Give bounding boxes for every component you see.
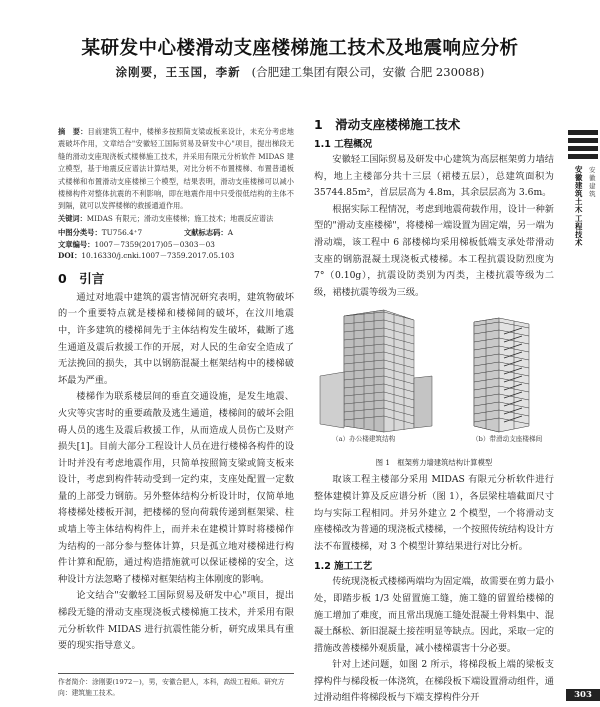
author-line [0,64,600,80]
abstract-label: 摘 要： [58,127,88,136]
section1-paragraph: 安徽轻工国际贸易及研发中心建筑为高层框架剪力墙结构，地上主楼部分共十三层（裙楼五层），总建筑面积为 35744.85m²，首层层高为 4.8m，其余层层高为 3.6m。 [314,154,554,199]
stair-core-model [474,318,529,432]
right-column [314,108,554,707]
subsection-1-2-heading: 1.2 施工工艺 [314,561,373,573]
article-no: 1007－7359(2017)05－0303－03 [94,239,215,249]
article-meta [58,227,294,262]
section1-paragraph: 针对上述问题，如图 2 所示，将梯段板上端的梁板支撑构件与梯段板一体浇筑，在梯段板下端设置滑动组件，通过滑动组件将梯段板与下端支撑构件分开 [314,659,554,704]
abstract [58,126,294,225]
section1-paragraph: 取该工程主楼部分采用 MIDAS 有限元分析软件进行整体建模计算及反应谱分析（图 1），各层梁柱墙截面尺寸均与实际工程相同。并另外建立 2 个模型，一个将滑动支座楼梯改为普通的现浇板式楼梯，一个按照传统结构设计方法不布置楼梯，对 3 个模型计算结果进行对比分析。 [314,474,554,552]
clc-code: TU756.4⁺7 [101,228,143,238]
section1-paragraph: 传统现浇板式楼梯两端均为固定端，故需要在剪力最小处，即踏步板 1/3 处留置施工缝，施工缝的留置给楼梯的施工增加了难度，而且常出现施工缝处混凝土骨料集中、混凝土酥松、新旧混凝土接茬明显等缺点。因此，采取一定的措施改善楼梯外观质量，减小楼梯震害十分必要。 [314,576,554,654]
subcaption-b: （b）带滑动支座楼梯间 [472,435,543,444]
abstract-text: 目前建筑工程中，楼梯多按照简支梁或板来设计，未充分考虑地震破坏作用，文章结合"安徽轻工国际贸易及研发中心"项目，提出梯段无缝的滑动支座现浇板式楼梯施工技术，并采用有限元分析软件 MIDAS 建立模型，基于地震反应谱法计算结果，对比分析不布置楼梯、布置普通板式楼梯和布置滑动支座楼梯三个模型，结果表明，滑动支座楼梯可以减小楼梯构件对整体抗震的不利影响，即在地震作用中只受很低结构的主体不到隔，就可以发挥楼梯的救援通道作用。 [58,127,294,211]
doc-code: A [227,228,233,238]
paper-title: 某研发中心楼滑动支座楼梯施工技术及地震响应分析 [81,38,519,59]
author-affiliation: (合肥建工集团有限公司，安徽 合肥 230088) [251,65,485,79]
section0-paragraph: 通过对地震中建筑的震害情况研究表明，建筑物破坏的一个重要特点就是楼梯和楼梯间的破坏，在汶川地震中，许多建筑的楼梯间先于主体结构发生破坏，截断了逃生通道及震后救援工作的开展，对人民的生命安全造成了无法挽回的损失，其中以钢筋混凝土框架结构中的楼梯破坏最为严重。 [58,291,294,386]
article-no-label: 文章编号： [58,239,95,249]
section0-heading: 0 引言 [58,270,105,286]
doc-code-label: 文献标志码： [183,228,228,238]
doi-label: DOI： [58,251,82,261]
subcaption-a: （a）办公楼建筑结构 [332,435,396,444]
building-model-image [314,306,554,436]
author-footnote: 作者简介：涂刚要(1972－)，男，安徽合肥人，本科，高级工程师。研究方向：建筑施工技术。 [58,673,294,698]
clc-label: 中图分类号： [58,228,102,238]
page-number: 303 [566,689,600,701]
section0-paragraph: 论文结合"安徽轻工国际贸易及研发中心"项目，提出梯段无缝的滑动支座现浇板式楼梯施工技术，并采用有限元分析软件 MIDAS 进行抗震性能分析，研究成果具有重要的现实指导意义。 [58,590,294,652]
journal-side-title: 安徽建筑土木工程技术 [575,165,583,247]
subsection-1-1-heading: 1.1 工程概况 [314,139,373,150]
keywords: MIDAS 有限元；滑动支座楼梯；施工技术；地震反应谱法 [86,213,274,223]
author-names: 涂刚要，王玉国，李新 [115,65,241,79]
section0-paragraph: 楼梯作为联系楼层间的垂直交通设施，是发生地震、火灾等灾害时的重要疏散及逃生通道，楼梯间的破坏会阻碍人员的逃生及震后救援工作，从而造成人员伤亡及财产损失[1]。目前大部分工程设计人员在进行楼梯各构件的设计时并没有考虑地震作用，只简单按照简支梁或简支板来设计，考虑到构件转动受到一定约束，支座处配置一定数量的上部受力钢筋。另外整体结构分析设计时，仅简单地将楼梯处楼板开洞，把楼梯的竖向荷载传递到框架梁、柱或墙上等主体结构构件上，而并未在建模计算时将楼梯作为结构的一部分参与整体计算，只是孤立地对楼梯进行构件计算和配筋，通过构造措施就可以保证楼梯的安全，这种设计方法忽略了楼梯对框架结构主体刚度的影响。 [58,391,294,585]
section1-heading: 1 滑动支座楼梯施工技术 [314,117,461,132]
figure-1 [314,306,554,456]
keywords-label: 关键词： [58,213,87,223]
doi: 10.16330/j.cnki.1007－7359.2017.05.103 [81,251,235,261]
journal-side-subtitle: 安徽建筑 [589,166,596,199]
left-column [58,126,294,655]
section1-paragraph: 根据实际工程情况，考虑到地震荷载作用，设计一种新型的"滑动支座楼梯"，将楼梯一端设置为固定端，另一端为滑动端，该工程中 6 部楼梯均采用梯板低端支承处带滑动支座的钢筋混凝土现浇板式楼梯。本工程抗震设防烈度为 7°（0.10g），抗震设防类别为丙类，主楼抗震等级为二级，裙楼抗震等级为三级。 [314,203,554,298]
side-tab-bars [568,130,598,164]
figure-caption: 图 1 框架剪力墙建筑结构计算模型 [375,458,493,468]
office-building-model [320,310,432,432]
